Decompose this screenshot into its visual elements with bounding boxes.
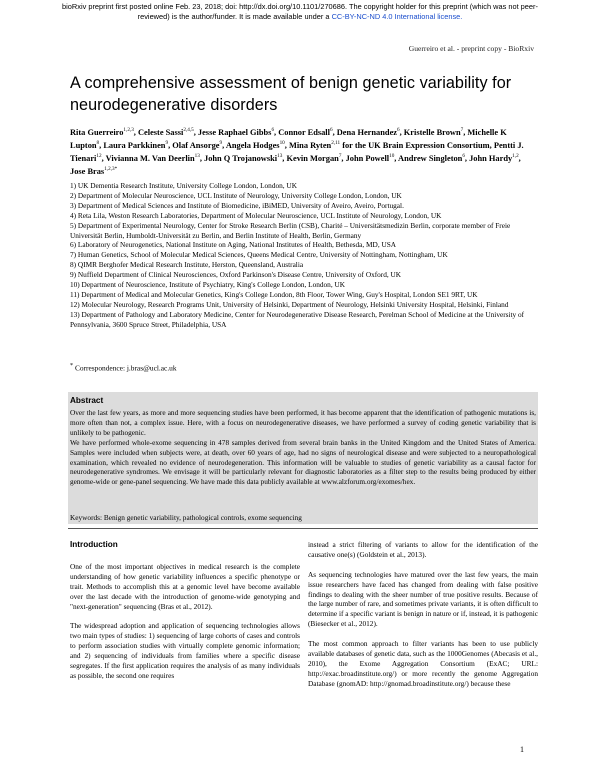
affiliation-item: 7) Human Genetics, School of Molecular Medical Sciences, Queens Medical Centre, University of Nottingham, Nottingham, UK	[70, 250, 448, 260]
paper-title: A comprehensive assessment of benign genetic variability for neurodegenerative disorders	[70, 74, 512, 114]
author-affiliation-mark: 13	[194, 153, 200, 160]
author-name: Michelle K Lupton	[70, 127, 507, 150]
running-header: Guerreiro et al. - preprint copy - BioRxiv	[408, 44, 534, 53]
affiliation-item: 3) Department of Medical Sciences and Institute of Biomedicine, iBiMED, University of Aveiro, Aveiro, Portugal.	[70, 200, 404, 210]
correspondence-text: Correspondence: j.bras@ucl.ac.uk	[74, 363, 177, 373]
body-paragraph: The widespread adoption and application of sequencing technologies allows two main types of studies: 1) sequencing of large cohorts of cases and controls to perform association studies with virtually complete genomic information; and 2) sequencing of individuals from families where a specific disease segregates. If the first application requires the analysis of as many individuals as possible, the second one requires	[70, 621, 300, 680]
affiliation-item: 9) Nuffield Department of Clinical Neurosciences, Oxford Parkinson's Disease Centre, University of Oxford, UK	[70, 270, 402, 280]
author-affiliation-mark: 7	[460, 127, 464, 133]
author-affiliation-mark: 6	[271, 127, 275, 133]
author-affiliation-mark: 8	[96, 140, 100, 147]
author-affiliation-mark: 2,4,5	[183, 127, 194, 133]
affiliation-list	[70, 181, 538, 330]
author-name: Kevin Morgan	[286, 153, 339, 163]
abstract-heading: Abstract	[70, 396, 104, 405]
author-affiliation-mark: 9	[165, 140, 169, 147]
body-paragraph: As sequencing technologies have matured over the last few years, the main issue researchers have faced has changed from dealing with false positive findings to dealing with the sheer number of true positive results. Because of the large number of rare, and sometimes private variants, it is often difficult to determine if a specific variant is benign in nature or if, instead, it is pathogenic (Biesecker et al., 2012).	[308, 569, 538, 629]
abstract-body	[70, 408, 536, 487]
abstract-box	[68, 392, 538, 524]
author-name: Pentti J. Tienari	[70, 140, 524, 163]
author-name: Dena Hernandez	[336, 127, 397, 137]
correspondence	[70, 363, 177, 372]
affiliation-item: 5) Department of Experimental Neurology, Center for Stroke Research Berlin (CSB), Charité – Universitätsmedizin Berlin, corporate member of Freie Universität Berlin, Humboldt-Universität zu Berlin, and Berlin Institute of Health, Berlin, Germany	[70, 220, 511, 240]
author-affiliation-mark: 6	[462, 153, 465, 160]
author-affiliation-mark: 10	[279, 140, 285, 147]
affiliation-item: 13) Department of Pathology and Laboratory Medicine, Center for Neurodegenerative Disease Research, Perelman School of Medicine at the University of Pennsylvania, 3600 Spruce Street, Philadelphia, USA	[70, 309, 525, 329]
author-name: Kristelle Brown	[403, 127, 461, 137]
author-affiliation-mark: 10	[389, 153, 395, 160]
author-affiliation-mark: 6	[329, 127, 333, 133]
author-name: Olaf Ansorge	[172, 140, 220, 150]
body-paragraph: The most common approach to filter variants has been to use publicly available databases of genetic data, such as the 1000Genomes (Abecasis et al., 2010), the Exome Aggregation Consortium (ExAC; URL: http://exac.broadinstitute.org/) or more recently the genome Aggregation Database (gnomAD: http://gnomad.broadinstitute.org/) because these	[308, 639, 538, 688]
body-column-right	[308, 540, 538, 698]
body-paragraph: instead a strict filtering of variants to allow for the identification of the causative one(s) (Goldstein et al., 2013).	[308, 540, 538, 559]
author-affiliation-mark: 6	[397, 127, 400, 133]
affiliation-item: 4) Reta Lila, Weston Research Laboratories, Department of Molecular Neuroscience, UCL Institute of Neurology, London, UK	[70, 210, 442, 220]
page-number: 1	[520, 745, 524, 754]
author-affiliation-mark: 1,2,3*	[104, 166, 118, 173]
preprint-notice	[62, 2, 538, 21]
correspondence-mark: *	[70, 363, 74, 369]
keywords: Keywords: Benign genetic variability, pathological controls, exome sequencing	[70, 513, 302, 522]
author-name: Laura Parkkinen	[103, 140, 166, 150]
author-name: Celeste Sassi	[137, 127, 184, 137]
author-name: Angela Hodges	[225, 140, 280, 150]
body-paragraph: One of the most important objectives in medical research is the complete understanding of how genetic variability influences a specific phenotype or trait. Methods to accomplish this at a genomic level have become available over the last decade with the introduction of genome-wide genotyping and "next-generation" sequencing (Bras et al., 2012).	[70, 561, 300, 611]
author-affiliation-mark: 13	[277, 153, 283, 160]
abstract-paragraph: Over the last few years, as more and more sequencing studies have been performed, it has become apparent that the identification of pathogenic mutations is, more often than not, a complex issue. Here, with a focus on neurodegenerative diseases, we have performed a survey of coding genetic variability that is unlikely to be pathogenic.	[70, 408, 536, 437]
notice-text: bioRxiv preprint first posted online Feb. 23, 2018; doi: http://dx.doi.org/10.1101/270686. The copyright holder for this preprint (which was not peer-reviewed) is the author/funder. It is made available under a	[62, 2, 538, 21]
author-affiliation-mark: 1,2	[512, 153, 519, 160]
author-name: for the UK Brain Expression Consortium	[342, 140, 490, 150]
affiliation-item: 11) Department of Medical and Molecular Genetics, King's College London, 8th Floor, Tower Wing, Guy's Hospital, London SE1 9RT, UK	[70, 289, 478, 299]
license-link[interactable]: CC-BY-NC-ND 4.0 International license.	[331, 11, 463, 21]
author-affiliation-mark: 2,11	[331, 140, 341, 147]
author-name: John Q Trojanowski	[204, 153, 278, 163]
author-name: Jose Bras	[70, 167, 105, 177]
author-affiliation-mark: 7	[338, 153, 342, 160]
author-name: Connor Edsall	[278, 127, 330, 137]
section-divider	[68, 528, 538, 529]
introduction-heading: Introduction	[70, 540, 118, 549]
author-name: Rita Guerreiro	[70, 127, 124, 137]
body-column-left	[70, 540, 300, 691]
author-name: Vivianna M. Van Deerlin	[105, 153, 195, 163]
author-name: John Hardy	[469, 153, 513, 163]
author-affiliation-mark: 9	[219, 140, 223, 147]
author-affiliation-mark: 12	[96, 153, 102, 160]
affiliation-item: 10) Department of Neuroscience, Institute of Psychiatry, King's College London, London, UK	[70, 280, 346, 290]
affiliation-item: 8) QIMR Berghofer Medical Research Institute, Herston, Queensland, Australia	[70, 260, 304, 270]
affiliation-item: 1) UK Dementia Research Institute, University College London, London, UK	[70, 181, 297, 190]
author-name: John Powell	[345, 153, 390, 163]
author-affiliation-mark: 1,2,3	[123, 127, 134, 133]
author-list: Rita Guerreiro$^{1,2,3}$, Celeste Sassi$^{2,4,5}$, Jesse Raphael Gibbs$^6$, Connor Edsall$^6$, Dena Hernandez$^6$, Kristelle Brown$^7$, Michelle K Lupton$^8$, Laura Parkkinen$^9$, Olaf Ansorge$^9$, Angela Hodges$^{10}$, Mina Ryten$^{2,11}$ for the UK Brain Expression Consortium, Pentti J. Tienari$^{12}$, Vivianna M. Van Deerlin$^{13}$, John Q Trojanowski$^{13}$, Kevin Morgan$^7$, John Powell$^{10}$, Andrew Singleton$^6$, John Hardy$^{1,2}$, Jose Bras$^{1,2,3*}$	[70, 127, 524, 177]
affiliation-item: 12) Molecular Neurology, Research Programs Unit, University of Helsinki, Department of Neurology, Helsinki University Hospital, Helsinki, Finland	[70, 299, 509, 309]
author-name: Mina Ryten	[288, 140, 332, 150]
author-name: Jesse Raphael Gibbs	[197, 127, 272, 137]
author-name: Andrew Singleton	[398, 153, 463, 163]
affiliation-item: 2) Department of Molecular Neuroscience, UCL Institute of Neurology, University College London, London, UK	[70, 190, 402, 200]
abstract-paragraph: We have performed whole-exome sequencing in 478 samples derived from several brain banks in the United Kingdom and the United States of America. Samples were included when subjects were, at death, over 60 years of age, had no signs of neurological disease and were subjected to a neuropathological examination, which revealed no evidence of neurodegeneration. This information will be valuable to studies of genetic variability as a causal factor for neurodegenerative syndromes. We envisage it will be particularly relevant for diagnostic laboratories as a filter step to the results being produced by either genome-wide or gene-panel sequencing. We have made this data publicly available at www.alzforum.org/exomes/hex.	[70, 437, 536, 487]
affiliation-item: 6) Laboratory of Neurogenetics, National Institute on Aging, National Institutes of Health, Bethesda, MD, USA	[70, 240, 397, 250]
